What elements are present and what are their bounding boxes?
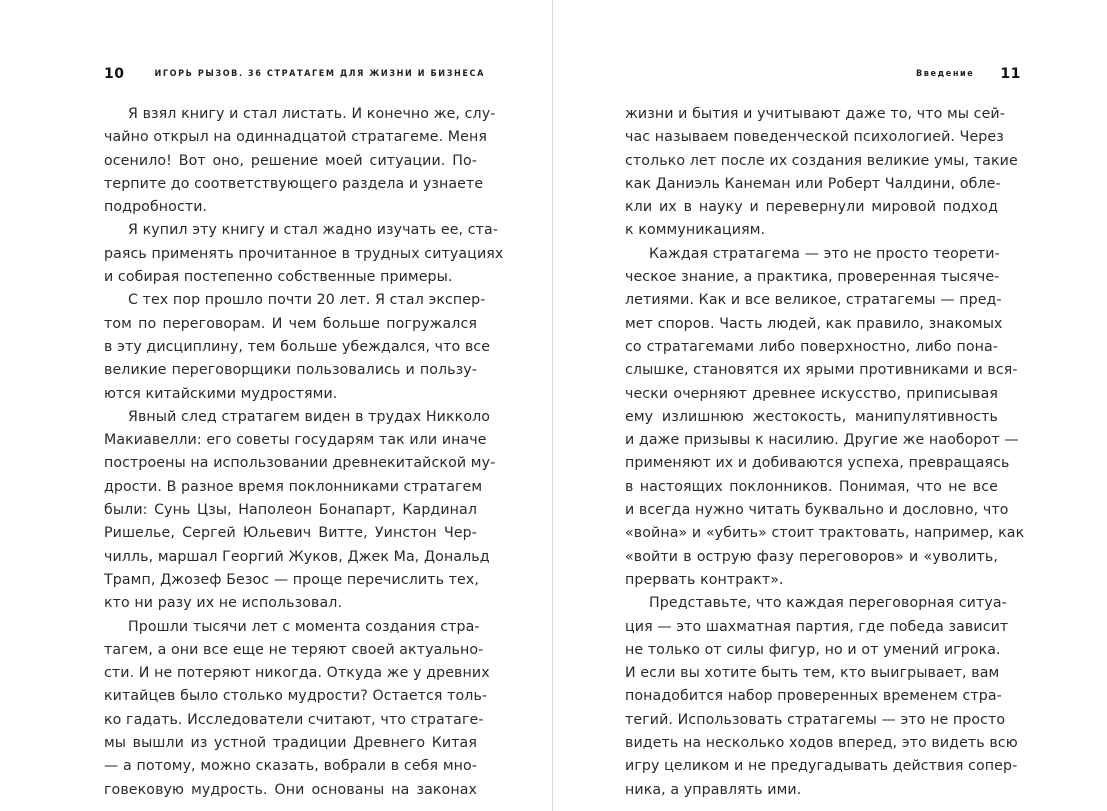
right-running-head: Введение [916, 69, 975, 79]
text-line: слышке, становятся их ярыми противниками и вся- [625, 362, 1018, 379]
text-line: чилль, маршал Георгий Жуков, Джек Ма, Дональд [104, 548, 490, 565]
text-line: кли их в науку и перевернули мировой подход [625, 199, 998, 216]
text-line: летиями. Как и все великое, стратагемы — пред- [625, 292, 1002, 309]
text-line: китайцев было столько мудрости? Остается толь- [104, 688, 488, 705]
page-gutter-divider [552, 0, 553, 811]
text-line: Макиавелли: его советы государям так или иначе [104, 432, 487, 449]
text-line: чески очерняют древнее искусство, приписывая [625, 385, 998, 402]
left-page-header [104, 66, 485, 82]
text-line: мет споров. Часть людей, как правило, знакомых [625, 315, 1003, 332]
text-line: были: Сунь Цзы, Наполеон Бонапарт, Кардинал [104, 502, 477, 519]
text-line: том по переговорам. И чем больше погружался [104, 315, 477, 332]
text-line: ему излишнюю жестокость, манипулятивность [625, 408, 998, 425]
text-line: Трамп, Джозеф Безос — проще перечислить тех, [104, 571, 479, 588]
text-line: ческое знание, а практика, проверенная тысяче- [625, 269, 1000, 286]
text-line: игру целиком и не предугадывать действия сопер- [625, 758, 1018, 775]
text-line: ция — это шахматная партия, где победа зависит [625, 618, 1009, 635]
text-line: в эту дисциплину, тем больше убеждался, что все [104, 338, 491, 355]
left-running-head: ИГОРЬ РЫЗОВ. 36 СТРАТАГЕМ ДЛЯ ЖИЗНИ И БИЗНЕСА [154, 69, 485, 79]
left-page-number: 10 [104, 66, 125, 82]
text-line: в настоящих поклонников. Понимая, что не все [625, 478, 998, 495]
text-line: как Даниэль Канеман или Роберт Чалдини, обле- [625, 175, 1001, 192]
text-line: столько лет после их создания великие умы, такие [625, 152, 1018, 169]
text-line: «войти в острую фазу переговоров» и «уволить, [625, 548, 998, 565]
right-page-header [916, 66, 1021, 82]
text-line: сти. И не потеряют никогда. Откуда же у древних [104, 665, 490, 682]
text-line: прервать контракт». [625, 571, 784, 588]
text-line: подробности. [104, 199, 208, 216]
text-line: ника, а управлять ими. [625, 781, 802, 798]
text-line: построены на использовании древнекитайской му- [104, 455, 496, 472]
text-line: чайно открыл на одиннадцатой стратагеме. Меня [104, 129, 487, 146]
text-line: дрости. В разное время поклонниками стратагем [104, 478, 483, 495]
right-page-number: 11 [1000, 66, 1021, 82]
text-line: Я взял книгу и стал листать. И конечно же, слу- [128, 106, 496, 122]
text-line: к коммуникациям. [625, 222, 766, 239]
text-line: Я купил эту книгу и стал жадно изучать ее, ста- [128, 222, 499, 239]
text-line: применяют их и добиваются успеха, превращаясь [625, 455, 1010, 472]
text-line: терпите до соответствующего раздела и узнаете [104, 175, 484, 192]
text-line: и даже призывы к насилию. Другие же наоборот — [625, 432, 1019, 449]
text-line: великие переговорщики пользовались и пользу- [104, 362, 477, 379]
text-line: не только от силы фигур, но и от умений игрока. [625, 641, 1001, 658]
text-line: С тех пор прошло почти 20 лет. Я стал экспер- [128, 292, 486, 309]
text-line: Прошли тысячи лет с момента создания стра- [128, 618, 480, 635]
right-page-body [625, 103, 1025, 802]
text-line: мы вышли из устной традиции Древнего Китая [104, 735, 477, 752]
text-line: понадобится набор проверенных временем стра- [625, 688, 1002, 705]
text-line: тегий. Использовать стратагемы — это не просто [625, 711, 1006, 728]
text-line: — а потому, можно сказать, вобрали в себя мно- [104, 758, 477, 775]
text-line: и всегда нужно читать буквально и дословно, что [625, 502, 1009, 519]
text-line: ются китайскими мудростями. [104, 385, 338, 402]
text-line: «война» и «убить» стоит трактовать, например, как [625, 525, 1025, 542]
text-line: осенило! Вот оно, решение моей ситуации. По- [104, 152, 477, 169]
text-line: ко гадать. Исследователи считают, что стратаге- [104, 711, 484, 728]
text-line: раясь применять прочитанное в трудных ситуациях [104, 245, 504, 262]
text-line: жизни и бытия и учитывают даже то, что мы сей- [625, 106, 1005, 122]
text-line: кто ни разу их не использовал. [104, 595, 343, 612]
text-line: И если вы хотите быть тем, кто выигрывает, вам [625, 665, 1000, 682]
text-line: Ришелье, Сергей Юльевич Витте, Уинстон Чер- [104, 525, 477, 542]
text-line: Явный след стратагем виден в трудах Никколо [128, 408, 491, 425]
text-line: со стратагемами либо поверхностно, либо пона- [625, 338, 998, 355]
text-line: видеть на несколько ходов вперед, это видеть всю [625, 735, 1018, 752]
text-line: и собирая постепенно собственные примеры. [104, 269, 453, 286]
left-page-body [104, 103, 504, 802]
text-line: час называем поведенческой психологией. Через [625, 129, 1004, 146]
text-line: говековую мудрость. Они основаны на законах [104, 781, 477, 798]
text-line: Каждая стратагема — это не просто теорети- [649, 245, 1000, 262]
text-line: тагем, а они все еще не теряют своей актуально- [104, 641, 484, 658]
text-line: Представьте, что каждая переговорная ситуа- [649, 595, 1007, 612]
